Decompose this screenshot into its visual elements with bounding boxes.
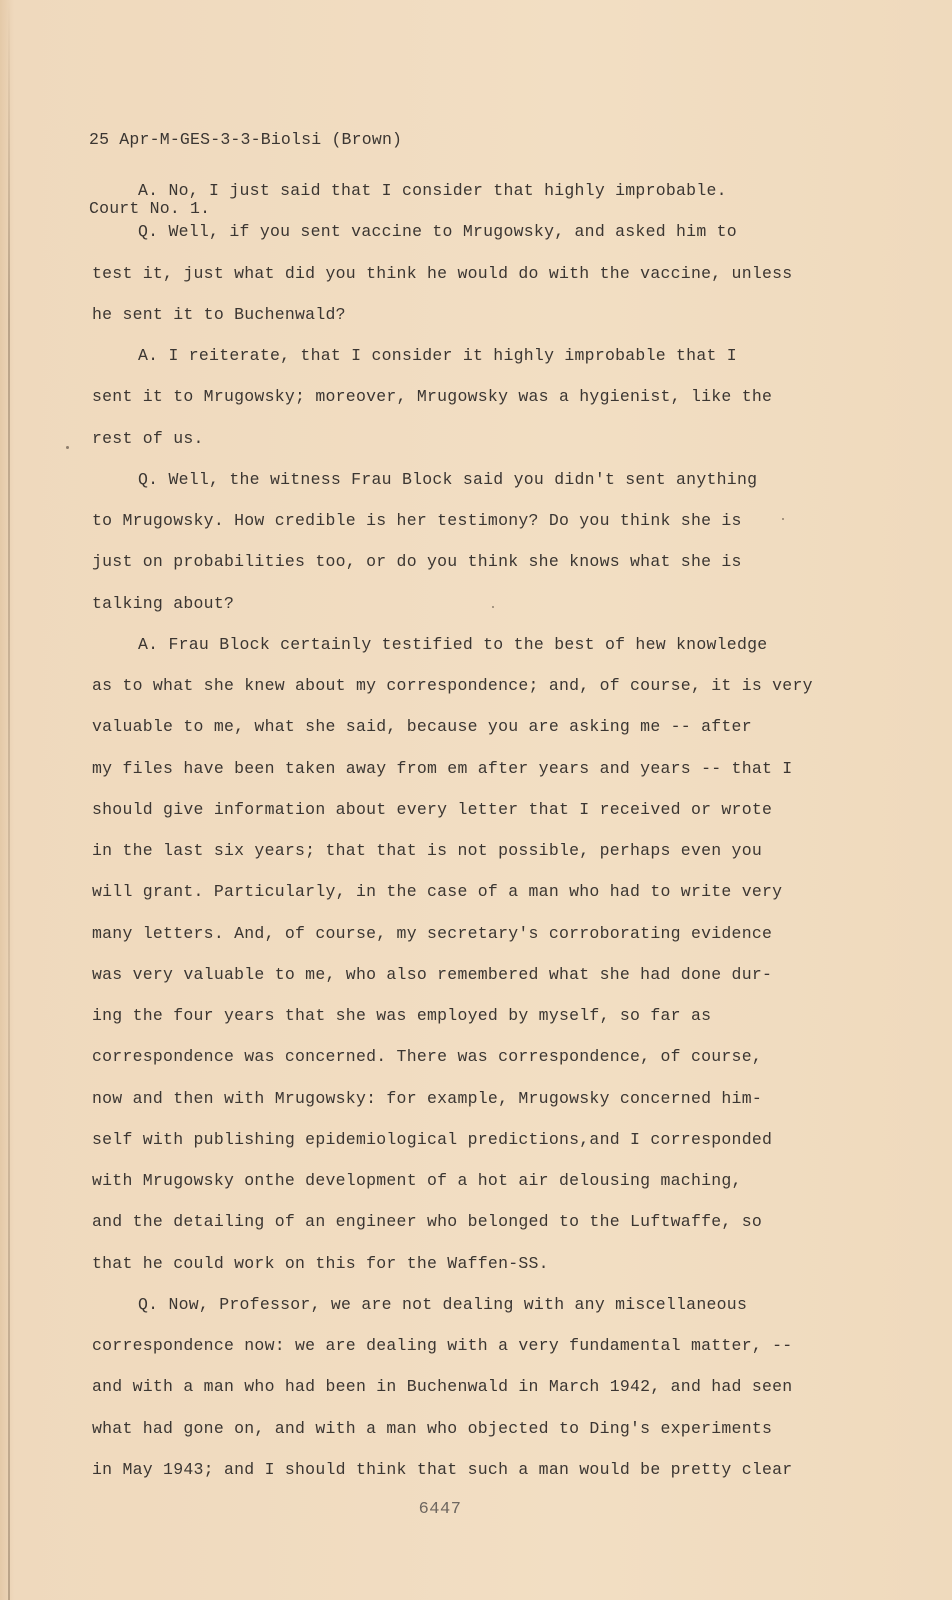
paper-speck — [782, 518, 784, 520]
transcript-line: self with publishing epidemiological predictions,and I corresponded — [92, 1129, 773, 1149]
transcript-line: correspondence now: we are dealing with a very fundamental matter, -- — [92, 1336, 793, 1355]
transcript-line: that he could work on this for the Waffen-SS. — [92, 1253, 549, 1273]
paper-speck — [492, 606, 494, 608]
transcript-line: with Mrugowsky onthe development of a hot air delousing maching, — [92, 1171, 742, 1190]
transcript-line: A. Frau Block certainly testified to the best of hew knowledge — [138, 634, 768, 654]
transcript-line: and with a man who had been in Buchenwald in March 1942, and had seen — [92, 1377, 793, 1397]
transcript-line: rest of us. — [92, 428, 204, 448]
transcript-line: will grant. Particularly, in the case of a man who had to write very — [92, 882, 783, 902]
transcript-line: test it, just what did you think he would do with the vaccine, unless — [92, 263, 793, 283]
header-court: Court No. 1. — [89, 199, 211, 218]
transcript-line: was very valuable to me, who also remembered what she had done dur- — [92, 964, 773, 984]
paper-speck — [66, 446, 69, 449]
transcript-line: Q. Well, if you sent vaccine to Mrugowsky, and asked him to — [138, 222, 737, 242]
transcript-line: valuable to me, what she said, because you are asking me -- after — [92, 717, 752, 737]
transcript-line: in the last six years; that that is not possible, perhaps even you — [92, 841, 763, 860]
transcript-line: now and then with Mrugowsky: for example, Mrugowsky concerned him- — [92, 1088, 763, 1108]
header-reference: 25 Apr-M-GES-3-3-Biolsi (Brown) — [89, 130, 403, 149]
transcript-line: ing the four years that she was employed by myself, so far as — [92, 1006, 712, 1025]
transcript-line: as to what she knew about my correspondence; and, of course, it is very — [92, 676, 813, 695]
transcript-line: sent it to Mrugowsky; moreover, Mrugowsky was a hygienist, like the — [92, 387, 773, 407]
transcript-body — [92, 180, 832, 1500]
transcript-line: Q. Well, the witness Frau Block said you didn't sent anything — [138, 469, 758, 489]
transcript-line: many letters. And, of course, my secretary's corroborating evidence — [92, 923, 773, 943]
transcript-line: talking about? — [92, 593, 235, 613]
transcript-line: A. I reiterate, that I consider it highly improbable that I — [138, 346, 737, 365]
transcript-line: A. No, I just said that I consider that highly improbable. — [138, 181, 727, 200]
transcript-line: he sent it to Buchenwald? — [92, 304, 346, 324]
transcript-line: should give information about every letter that I received or wrote — [92, 799, 773, 819]
page-number: 6447 — [418, 1500, 462, 1519]
transcript-line: what had gone on, and with a man who objected to Ding's experiments — [92, 1418, 773, 1438]
transcript-line: just on probabilities too, or do you think she knows what she is — [92, 552, 742, 572]
transcript-line: to Mrugowsky. How credible is her testimony? Do you think she is — [92, 511, 742, 530]
transcript-line: my files have been taken away from em after years and years -- that I — [92, 758, 793, 778]
transcript-line: in May 1943; and I should think that such a man would be pretty clear — [92, 1459, 793, 1479]
transcript-line: and the detailing of an engineer who belonged to the Luftwaffe, so — [92, 1212, 763, 1232]
transcript-line: Q. Now, Professor, we are not dealing with any miscellaneous — [138, 1294, 748, 1314]
transcript-line: correspondence was concerned. There was correspondence, of course, — [92, 1047, 763, 1067]
